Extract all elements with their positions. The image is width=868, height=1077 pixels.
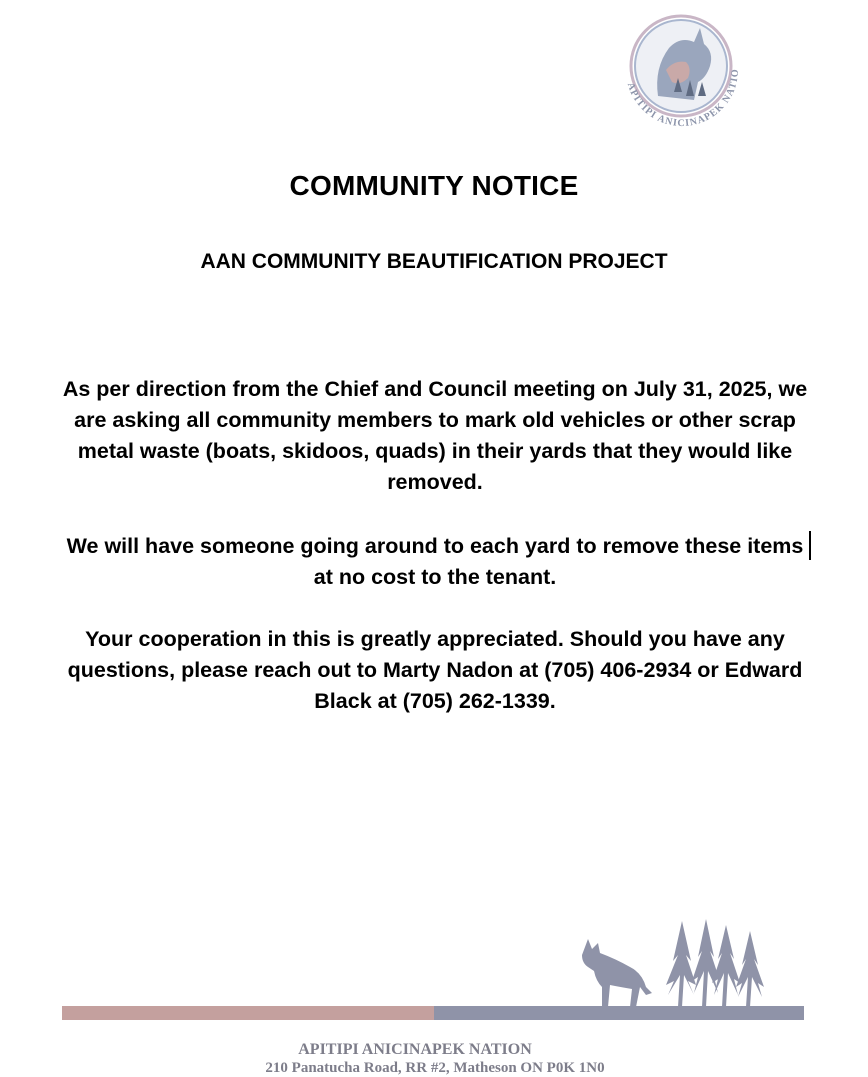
notice-paragraph-2: We will have someone going around to each yard to remove these items at no cost to the tenant. <box>66 534 804 589</box>
notice-paragraph-3: Your cooperation in this is greatly appreciated. Should you have any questions, please reach out to Marty Nadon at (705) 406-2934 or Edward Black at (705) 262-1339. <box>67 627 803 713</box>
footer-nation-name: APITIPI ANICINAPEK NATION <box>298 1041 532 1058</box>
footer-bar-left <box>62 1006 434 1020</box>
wolf-and-trees-icon <box>570 915 770 1010</box>
nation-logo <box>614 8 748 132</box>
nation-logo-icon <box>614 8 748 132</box>
footer-address: 210 Panatucha Road, RR #2, Matheson ON P0K 1N0 <box>265 1060 605 1076</box>
notice-title: COMMUNITY NOTICE <box>289 170 579 201</box>
footer-bar-right <box>434 1006 804 1020</box>
project-title: AAN COMMUNITY BEAUTIFICATION PROJECT <box>200 250 668 273</box>
text-cursor <box>809 531 811 560</box>
svg-text:APITIPI ANICINAPEK NATION: APITIPI ANICINAPEK NATIO <box>624 68 742 130</box>
notice-paragraph-1: As per direction from the Chief and Council meeting on July 31, 2025, we are asking all community members to mark old vehicles or other scrap metal waste (boats, skidoos, quads) in their yards that they would like removed. <box>62 377 808 494</box>
footer-art <box>570 915 770 1010</box>
